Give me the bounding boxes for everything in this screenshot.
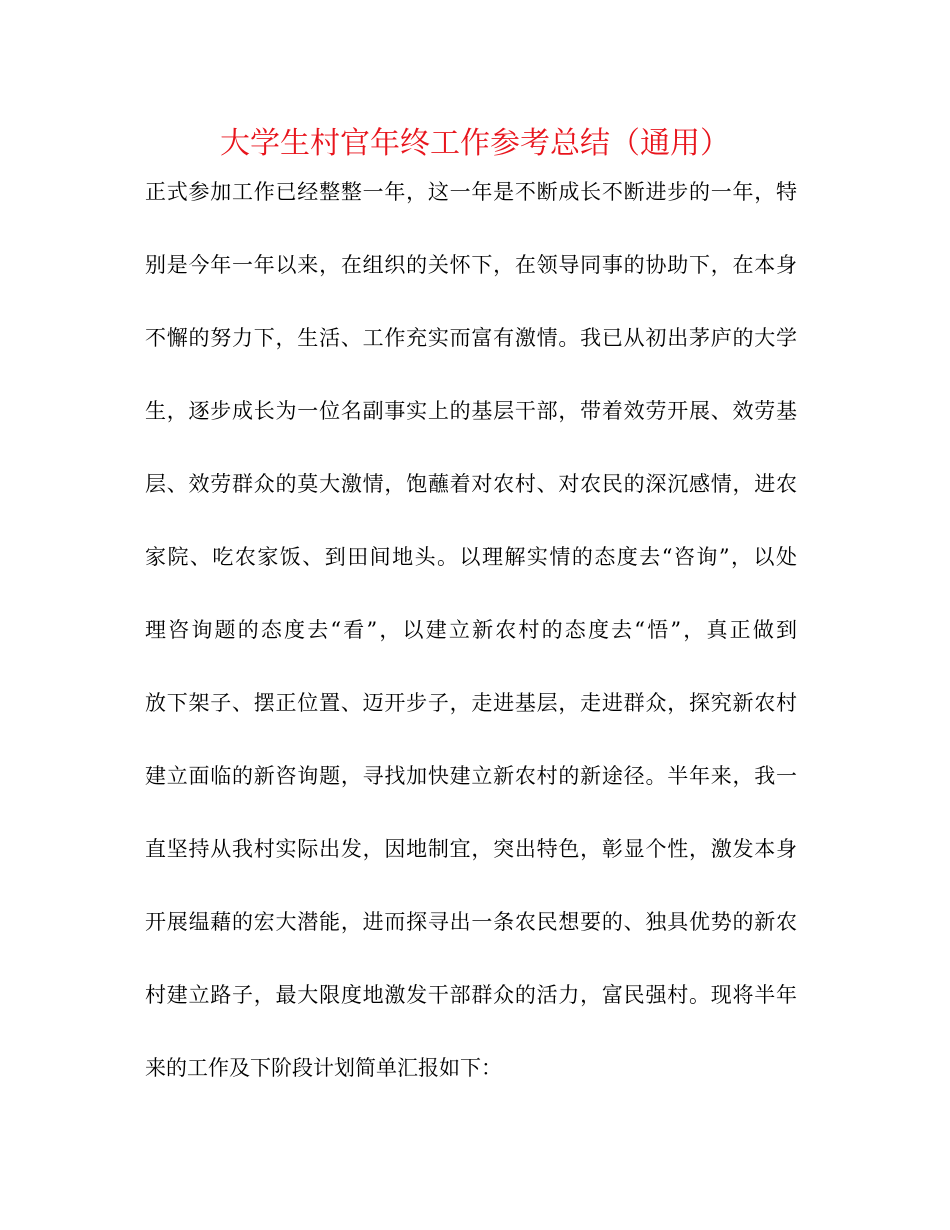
body-line-5: 层、效劳群众的莫大激情，饱蘸着对农村、对农民的深沉感情，进农 <box>145 472 797 496</box>
body-line-6: 家院、吃农家饭、到田间地头。以理解实情的态度去“咨询”，以处 <box>145 545 797 569</box>
body-line-12: 村建立路子，最大限度地激发干部群众的活力，富民强村。现将半年 <box>145 983 797 1007</box>
body-line-11: 开展缊藉的宏大潜能，进而探寻出一条农民想要的、独具优势的新农 <box>145 910 797 934</box>
body-line-9: 建立面临的新咨询题，寻找加快建立新农村的新途径。半年来，我一 <box>145 764 797 788</box>
body-line-13: 来的工作及下阶段计划简单汇报如下： <box>145 1056 502 1080</box>
body-line-4: 生，逐步成长为一位名副事实上的基层干部，带着效劳开展、效劳基 <box>145 399 797 423</box>
document-title: 大学生村官年终工作参考总结（通用） <box>220 126 730 161</box>
body-line-7: 理咨询题的态度去“看”，以建立新农村的态度去“悟”，真正做到 <box>145 618 797 642</box>
body-line-8: 放下架子、摆正位置、迈开步子，走进基层，走进群众，探究新农村 <box>145 691 797 715</box>
body-line-3: 不懈的努力下，生活、工作充实而富有激情。我已从初出茅庐的大学 <box>145 326 797 350</box>
body-line-2: 别是今年一年以来，在组织的关怀下，在领导同事的协助下，在本身 <box>145 253 797 277</box>
body-line-10: 直坚持从我村实际出发，因地制宜，突出特色，彰显个性，激发本身 <box>145 837 797 861</box>
body-line-1: 正式参加工作已经整整一年，这一年是不断成长不断进步的一年，特 <box>145 180 797 204</box>
